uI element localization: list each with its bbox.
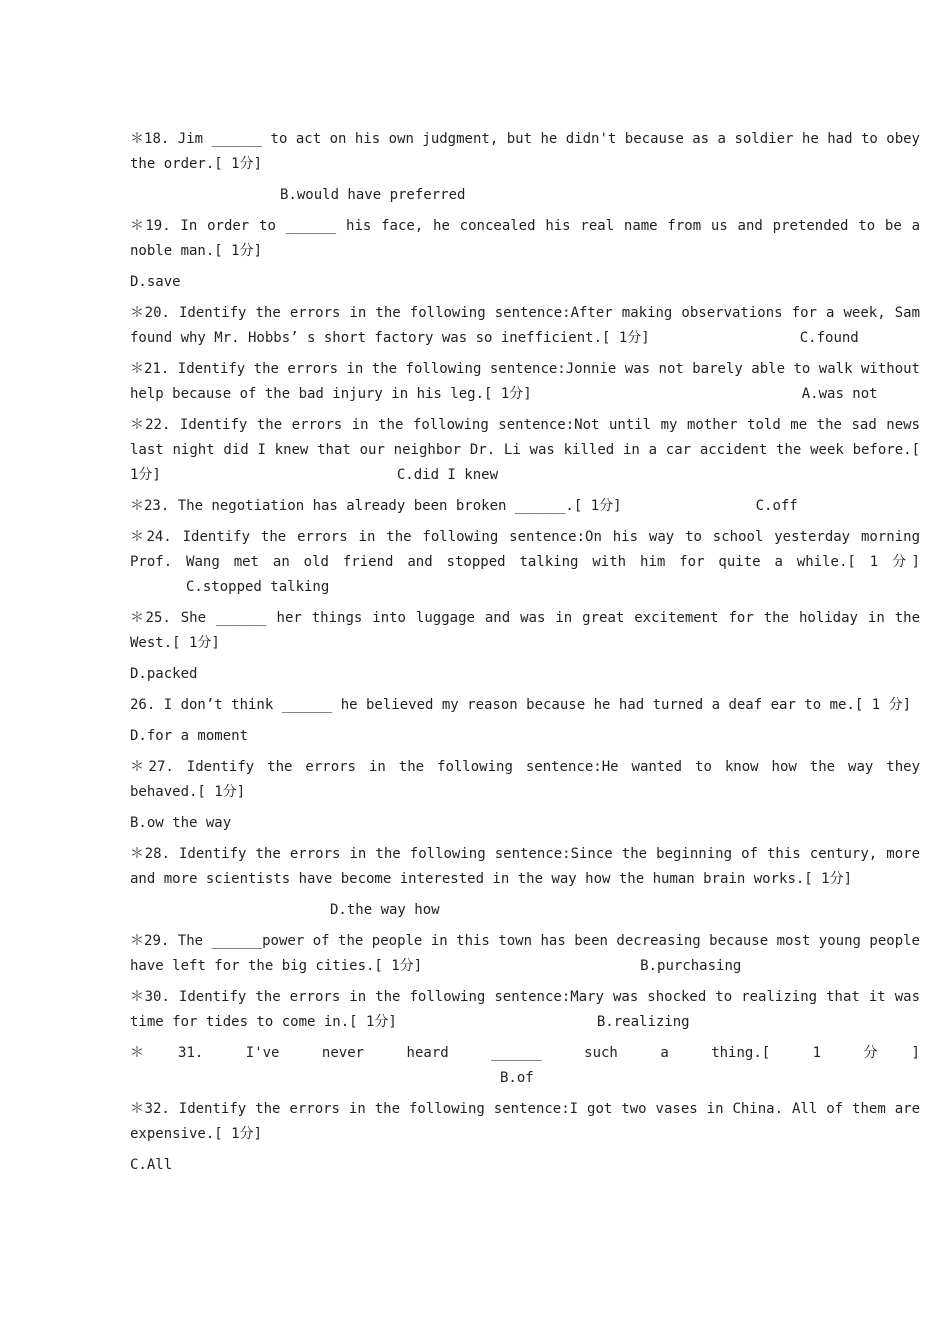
question-body: ＊21. Identify the errors in the following sentence:Jonnie was not barely able to walk without help because of the bad injury in his leg.[ 1分] — [130, 361, 920, 402]
question-text — [130, 525, 920, 600]
question-text — [130, 301, 920, 351]
question-text: ＊18. Jim ______ to act on his own judgment, but he didn't because as a soldier he had to obey the order.[ 1分] — [130, 131, 920, 172]
answer-text: B.purchasing — [640, 958, 742, 974]
question-text: ＊27. Identify the errors in the following sentence:He wanted to know how the way they behaved.[ 1分] — [130, 759, 920, 800]
question-text — [130, 494, 920, 519]
question-text — [130, 929, 920, 979]
question-text — [130, 985, 920, 1035]
answer-text: A.was not — [801, 386, 878, 402]
answer-text: C.found — [799, 330, 859, 346]
question-text: ＊32. Identify the errors in the following sentence:I got two vases in China. All of them are expensive.[ 1分] — [130, 1101, 920, 1142]
answer-text: D.the way how — [330, 902, 440, 918]
answer-text: D.for a moment — [130, 728, 249, 744]
answer-text: B.realizing — [596, 1014, 690, 1030]
question-body: ＊30. Identify the errors in the following sentence:Mary was shocked to realizing that it was time for tides to come in.[ 1分] — [130, 989, 920, 1030]
question-body: ＊31. I've never heard ______ such a thing.[ 1 分] — [130, 1045, 920, 1061]
question-body: ＊24. Identify the errors in the following sentence:On his way to school yesterday morning Prof. Wang met an old friend and stopped talking with him for quite a while.[ 1 分] — [130, 529, 920, 570]
question-text — [130, 413, 920, 488]
question-text: ＊19. In order to ______ his face, he concealed his real name from us and pretended to be a noble man.[ 1分] — [130, 218, 920, 259]
answer-text: B.ow the way — [130, 815, 232, 831]
answer-text: B.of — [500, 1070, 534, 1086]
answer-text: D.save — [130, 274, 181, 290]
answer-text: C.stopped talking — [186, 579, 330, 595]
question-text: ＊25. She ______ her things into luggage and was in great excitement for the holiday in the West.[ 1分] — [130, 610, 920, 651]
question-text: 26. I don’t think ______ he believed my reason because he had turned a deaf ear to me.[ 1 分] — [130, 697, 912, 713]
question-body: ＊20. Identify the errors in the following sentence:After making observations for a week, Sam found why Mr. Hobbs’ s short factory was so inefficient.[ 1分] — [130, 305, 920, 346]
document-page — [130, 127, 920, 1184]
question-text — [130, 357, 920, 407]
question-body: ＊22. Identify the errors in the following sentence:Not until my mother told me the sad news last night did I knew that our neighbor Dr. Li was killed in a car accident the week before.[ 1分] — [130, 417, 920, 483]
question-text — [130, 1041, 920, 1091]
answer-text: C.All — [130, 1157, 173, 1173]
question-body: ＊23. The negotiation has already been broken ______.[ 1分] — [130, 498, 622, 514]
answer-text: C.did I knew — [396, 467, 499, 483]
question-text: ＊28. Identify the errors in the following sentence:Since the beginning of this century, more and more scientists have become interested in the way how the human brain works.[ 1分] — [130, 846, 920, 887]
answer-text: B.would have preferred — [280, 187, 466, 203]
answer-text: D.packed — [130, 666, 198, 682]
answer-text: C.off — [755, 498, 798, 514]
question-body: ＊29. The ______power of the people in this town has been decreasing because most young people have left for the big cities.[ 1分] — [130, 933, 920, 974]
